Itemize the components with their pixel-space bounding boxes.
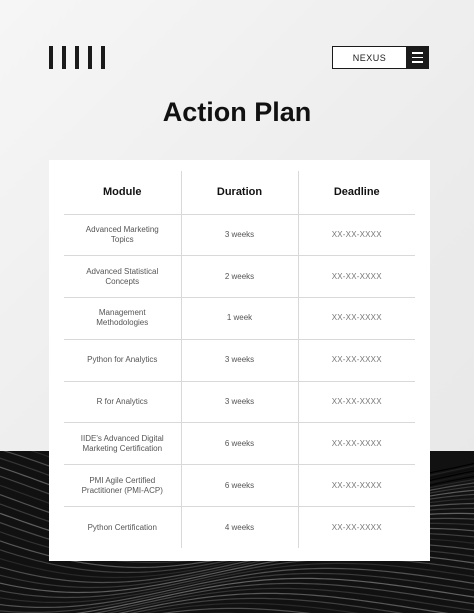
wave-line (0, 558, 474, 597)
logo-bars-icon (49, 46, 105, 69)
deadline-cell: XX-XX-XXXX (298, 465, 415, 507)
duration-cell: 6 weeks (181, 465, 298, 507)
table-row (64, 423, 415, 465)
module-cell: Python Certification (87, 522, 157, 532)
module-cell: IIDE's Advanced Digital Marketing Certification (80, 433, 164, 453)
module-cell: Advanced Statistical Concepts (86, 266, 159, 286)
hamburger-menu-icon[interactable] (406, 47, 428, 68)
table-row (64, 256, 415, 298)
deadline-cell: XX-XX-XXXX (298, 381, 415, 423)
duration-cell: 1 week (181, 298, 298, 340)
duration-cell: 2 weeks (181, 256, 298, 298)
table-row (64, 298, 415, 340)
header-duration: Duration (181, 171, 298, 214)
duration-cell: 3 weeks (181, 381, 298, 423)
page-title: Action Plan (162, 97, 312, 127)
module-cell: Advanced Marketing Topics (85, 224, 159, 244)
table-row (64, 214, 415, 256)
deadline-cell: XX-XX-XXXX (298, 339, 415, 381)
header-deadline: Deadline (298, 171, 415, 214)
module-cell: Python for Analytics (87, 355, 158, 365)
action-plan-table (64, 171, 415, 548)
deadline-cell: XX-XX-XXXX (298, 214, 415, 256)
table-row (64, 339, 415, 381)
deadline-cell: XX-XX-XXXX (298, 298, 415, 340)
header-module: Module (64, 171, 181, 214)
module-cell: Management Methodologies (96, 308, 149, 328)
duration-cell: 3 weeks (181, 339, 298, 381)
table-header-row (64, 171, 415, 214)
action-plan-card (49, 160, 430, 561)
duration-cell: 4 weeks (181, 507, 298, 549)
table-row (64, 507, 415, 549)
nexus-label: NEXUS (352, 52, 387, 63)
deadline-cell: XX-XX-XXXX (298, 423, 415, 465)
module-cell: PMI Agile Certified Practitioner (PMI-ACP) (81, 475, 163, 495)
table-row (64, 381, 415, 423)
module-cell: R for Analytics (96, 397, 148, 407)
duration-cell: 3 weeks (181, 214, 298, 256)
duration-cell: 6 weeks (181, 423, 298, 465)
deadline-cell: XX-XX-XXXX (298, 256, 415, 298)
deadline-cell: XX-XX-XXXX (298, 507, 415, 549)
table-row (64, 465, 415, 507)
nexus-menu-button[interactable] (332, 46, 429, 69)
